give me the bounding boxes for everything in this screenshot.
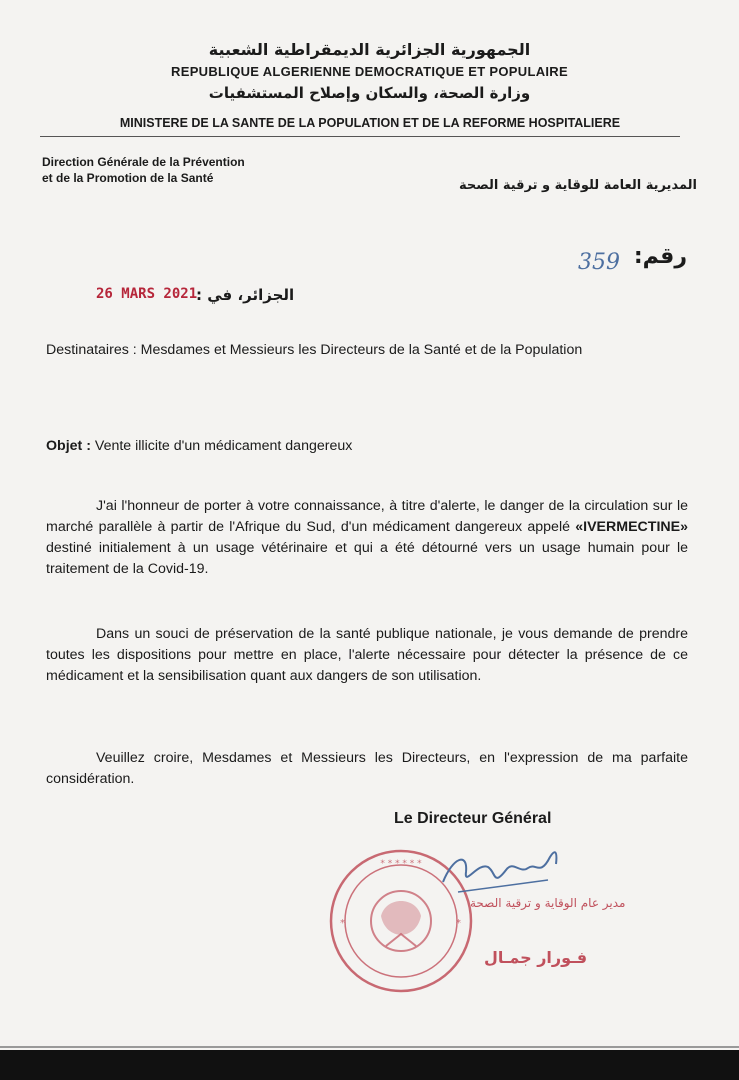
header-divider [40,136,680,137]
paragraph-1-end: destiné initialement à un usage vétérinaire et qui a été détourné vers un usage humain pour le traitement de la Covid-19. [46,540,688,577]
direction-fr-line1: Direction Générale de la Prévention [42,155,245,169]
svg-text:*: * [456,918,461,929]
drug-name: «IVERMECTINE» [575,519,688,535]
direction-ar: المديرية العامة للوقاية و ترقية الصحة [458,178,697,193]
paragraph-1 [46,496,688,580]
republic-title-fr: REPUBLIQUE ALGERIENNE DEMOCRATIQUE ET POPULAIRE [171,64,568,79]
paragraph-1-start: J'ai l'honneur de porter à votre connaissance, à titre d'alerte, le danger de la circulation sur le marché parallèle à partir de l'Afrique du Sud, d'un médicament dangereux appelé [46,498,688,535]
paragraph-3 [46,748,688,790]
scan-edge-line [0,1046,739,1048]
date-label: الجزائر، في : [196,286,295,304]
subject-label: Objet : [46,438,91,454]
recipients: Destinataires : Mesdames et Messieurs les Directeurs de la Santé et de la Population [46,342,583,358]
signature-scribble [438,842,568,902]
reference-label: رقم: [633,244,687,269]
scan-bottom-border [0,1050,739,1080]
paragraph-3-text: Veuillez croire, Mesdames et Messieurs les Directeurs, en l'expression de ma parfaite considération. [46,750,688,787]
signature-name: فـورار جمـال [484,948,588,967]
direction-fr-line2: et de la Promotion de la Santé [42,171,214,185]
signature-title: Le Directeur Général [394,810,552,827]
republic-title-ar: الجمهورية الجزائرية الديمقراطية الشعبية [208,40,531,59]
svg-text:* * * * * *: * * * * * * [380,859,422,869]
ministry-title-fr: MINISTERE DE LA SANTE DE LA POPULATION ET DE LA REFORME HOSPITALIERE [119,116,621,130]
svg-text:*: * [340,918,345,929]
subject-text: Vente illicite d'un médicament dangereux [94,438,353,454]
subject-line [46,436,688,457]
date-stamp: 26 MARS 2021 [96,286,198,302]
direction-fr [42,154,245,186]
reference-number: 359 [578,250,620,275]
ministry-title-ar: وزارة الصحة، والسكان وإصلاح المستشفيات [208,84,531,102]
paragraph-2-text: Dans un souci de préservation de la santé publique nationale, je vous demande de prendre toutes les dispositions pour mettre en place, l'alerte nécessaire pour détecter la présence de ce médicament et la sensibilisation quant aux dangers de son utilisation. [46,626,688,684]
paragraph-2 [46,624,688,687]
signature-role: مدير عام الوقاية و ترقية الصحة [470,896,626,910]
